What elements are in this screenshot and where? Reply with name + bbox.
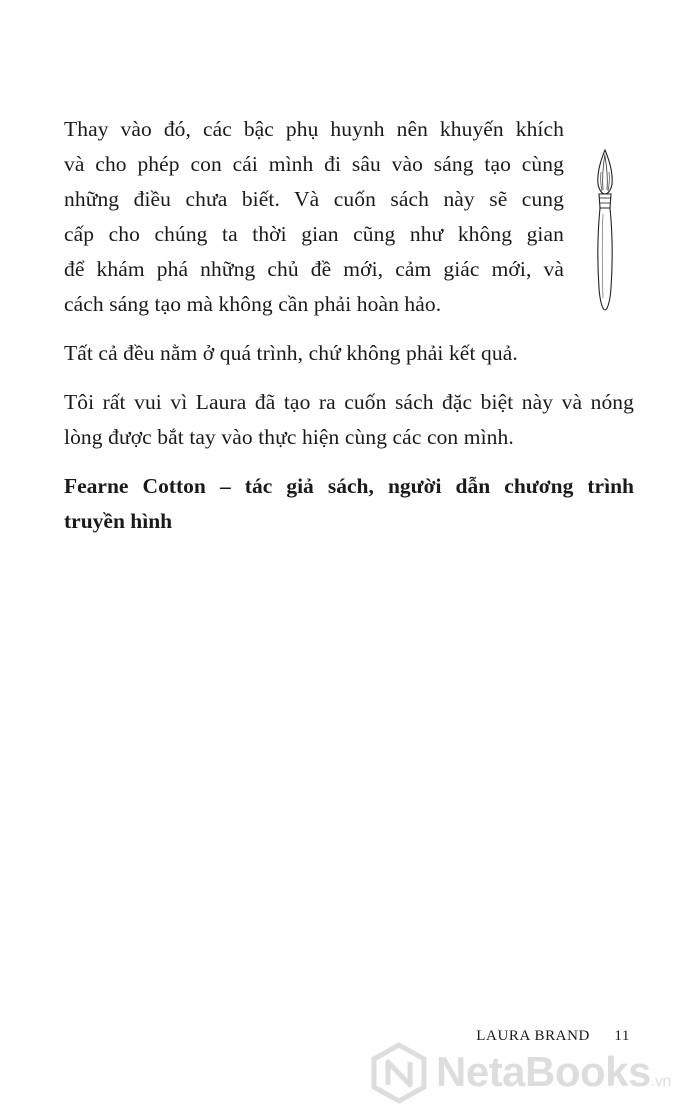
- paintbrush-icon: [588, 148, 622, 313]
- text-line: cấp cho chúng ta thời gian cũng như không gian: [64, 222, 564, 246]
- paragraph-process: [64, 336, 634, 371]
- netabooks-logo-icon: [368, 1042, 430, 1104]
- running-head: LAURA BRAND: [476, 1028, 590, 1044]
- text-line: lòng được bắt tay vào thực hiện cùng các con mình.: [64, 425, 514, 449]
- watermark-suffix: .vn: [650, 1073, 671, 1090]
- watermark-brand: NetaBooks: [436, 1048, 651, 1095]
- page-number: 11: [614, 1028, 630, 1044]
- paragraph-gratitude: [64, 385, 634, 455]
- text-line: Tất cả đều nằm ở quá trình, chứ không phải kết quả.: [64, 341, 518, 365]
- page-body: [64, 112, 634, 539]
- author-signature: [64, 469, 634, 539]
- text-line: Thay vào đó, các bậc phụ huynh nên khuyến khích: [64, 117, 564, 141]
- text-line: để khám phá những chủ đề mới, cảm giác mới, và: [64, 257, 564, 281]
- text-line: những điều chưa biết. Và cuốn sách này sẽ cung: [64, 187, 564, 211]
- paragraph-intro: [64, 112, 564, 322]
- text-line: và cho phép con cái mình đi sâu vào sáng tạo cùng: [64, 152, 564, 176]
- signature-line: Fearne Cotton – tác giả sách, người dẫn chương trình: [64, 474, 634, 498]
- watermark-text: [436, 1048, 671, 1096]
- text-line: cách sáng tạo mà không cần phải hoàn hảo.: [64, 292, 442, 316]
- watermark: [364, 1040, 694, 1110]
- text-line: Tôi rất vui vì Laura đã tạo ra cuốn sách đặc biệt này và nóng: [64, 390, 634, 414]
- signature-line: truyền hình: [64, 509, 173, 533]
